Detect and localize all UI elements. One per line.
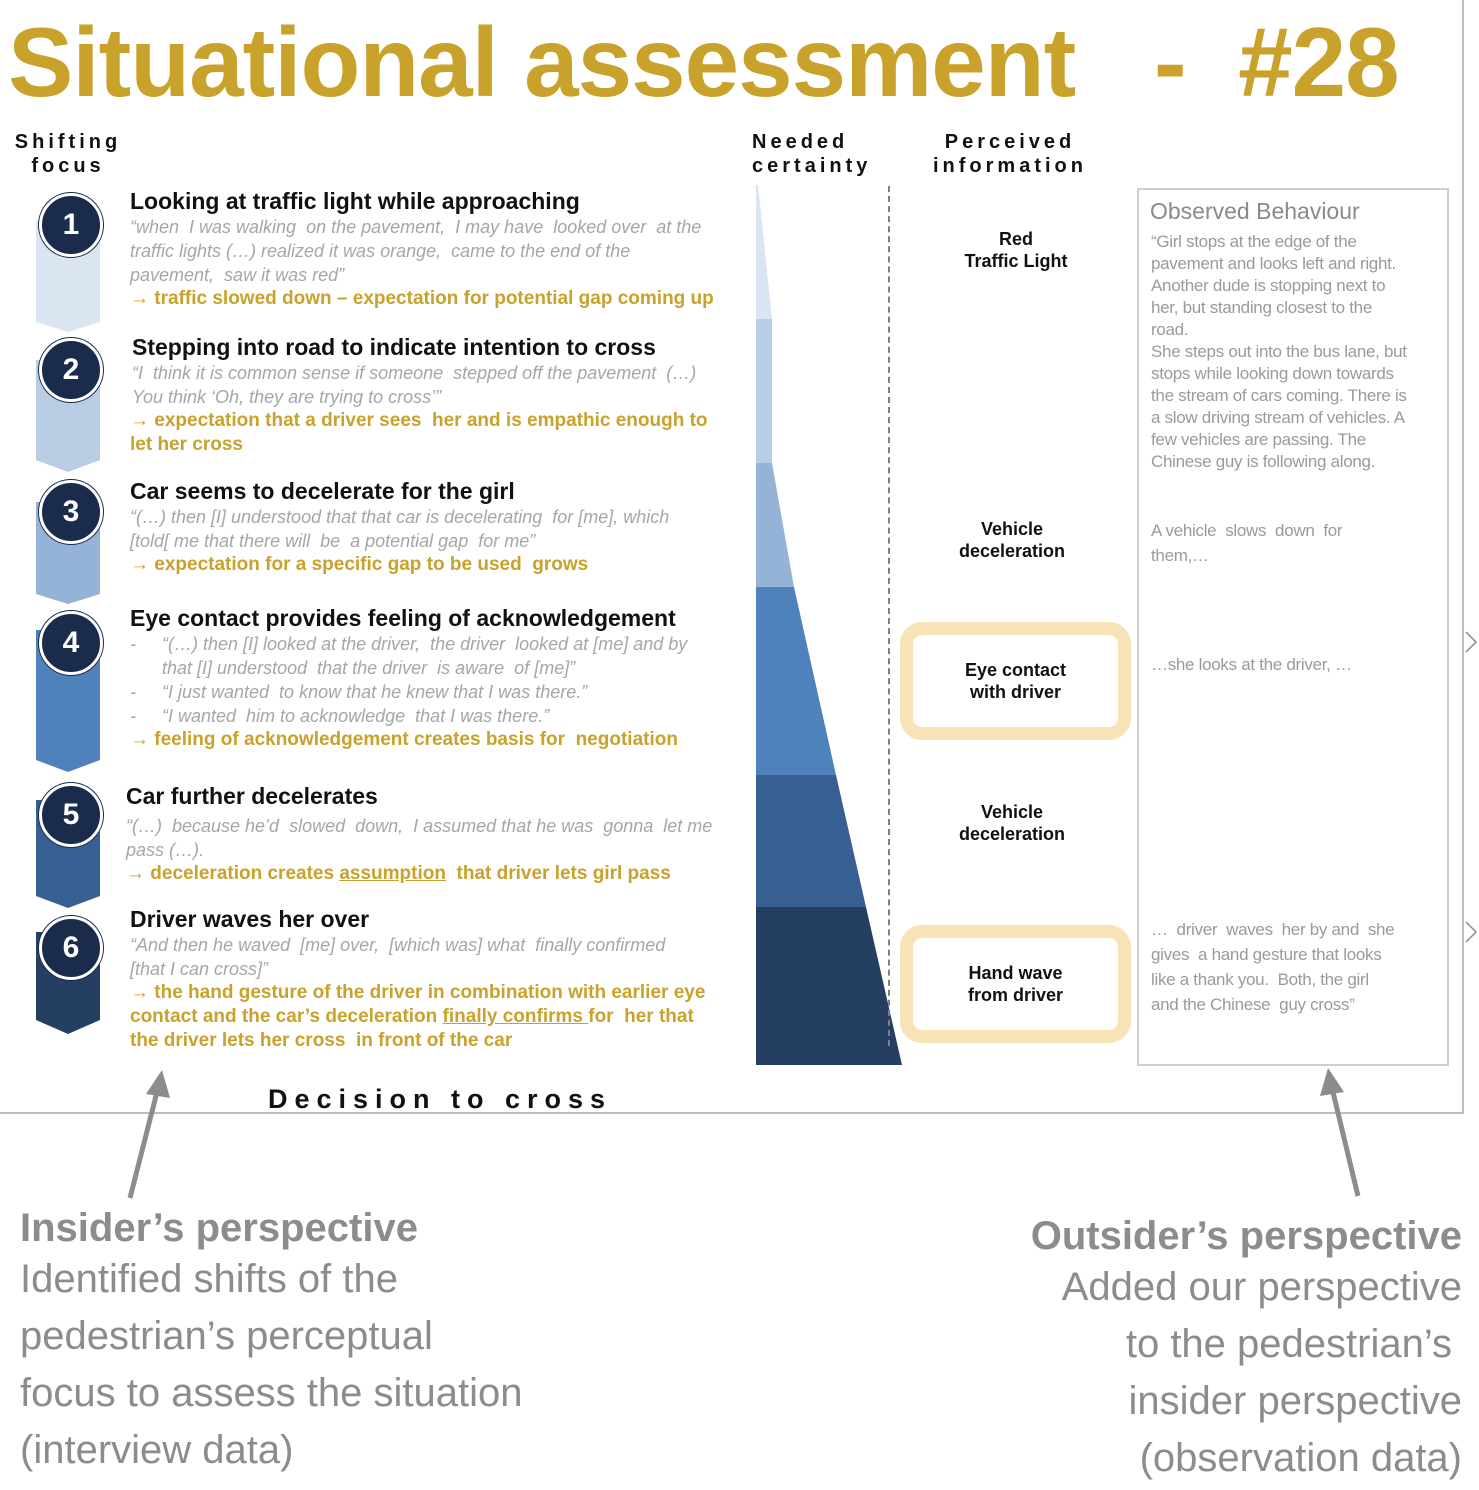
chevron-right-icon (1466, 632, 1476, 652)
perceived-hand-wave-highlight (900, 925, 1131, 1043)
step-6-title: Driver waves her over (130, 906, 370, 932)
step-2-title: Stepping into road to indicate intention to cross (132, 334, 656, 360)
step-4 (130, 605, 750, 752)
quote-line: “I think it is common sense if someone stepped off the pavement (…) (132, 363, 697, 383)
insider-perspective (20, 1206, 620, 1479)
observed-paragraph-1 (1151, 231, 1443, 473)
observed-line: them,… (1151, 546, 1209, 565)
observed-line: the stream of cars coming. There is (1151, 386, 1407, 405)
insight-part: → deceleration creates (126, 863, 340, 884)
insight-line: the driver lets her cross in front of the car (130, 1030, 513, 1051)
certainty-segment-3 (756, 463, 794, 587)
observed-line: few vehicles are passing. The (1151, 430, 1366, 449)
perceived-red-traffic-light (936, 228, 1096, 272)
observed-paragraph-4 (1151, 917, 1443, 1017)
perceived-line: Red (998, 229, 1033, 249)
observed-line: A vehicle slows down for (1151, 521, 1343, 540)
quote-line: “when I was walking on the pavement, I may have looked over at the (130, 217, 702, 237)
quote-line: [told[ me that there will be a potential gap for me” (130, 531, 536, 551)
quote-line: pavement, saw it was red” (130, 265, 345, 285)
needed-certainty-header-line2: certainty (752, 155, 872, 177)
insight-line: → the hand gesture of the driver in combination with earlier eye (130, 982, 706, 1003)
observed-line: like a thank you. Both, the girl (1151, 970, 1369, 989)
step-3-insight: → expectation for a specific gap to be used grows (130, 554, 589, 575)
observed-line: Another dude is stopping next to (1151, 276, 1386, 295)
perceived-line: Vehicle (980, 519, 1044, 539)
step-2 (132, 334, 752, 457)
perceived-line: Traffic Light (964, 251, 1068, 271)
step-6-insight (130, 981, 750, 1053)
observed-behaviour-title: Observed Behaviour (1150, 198, 1360, 224)
perceived-line: with driver (969, 682, 1061, 702)
step-1-title: Looking at traffic light while approaching (130, 188, 580, 214)
observed-line: She steps out into the bus lane, but (1151, 342, 1407, 361)
column-divider (888, 186, 890, 1046)
quote-line: [that I can cross]” (130, 959, 269, 979)
step-1 (130, 188, 750, 311)
decision-to-cross-label: Decision to cross (268, 1084, 613, 1114)
certainty-segment-4 (756, 587, 836, 775)
bullet-dash: - (130, 634, 136, 654)
perceived-hand-wave (968, 962, 1063, 1006)
observed-line: “Girl stops at the edge of the (1151, 232, 1357, 251)
shifting-focus-header-line1: Shifting (14, 131, 122, 153)
shifting-focus-header (10, 130, 126, 178)
perceived-information-header (920, 130, 1100, 178)
observed-line: a slow driving stream of vehicles. A (1151, 408, 1405, 427)
outsider-perspective (940, 1214, 1462, 1487)
insight-part: contact and the car’s deceleration (130, 1006, 443, 1027)
step-4-bullets (130, 632, 750, 728)
step-5 (126, 783, 750, 886)
observed-paragraph-2 (1151, 518, 1443, 568)
bullet-dash: - (130, 682, 136, 702)
bullet-continuation (130, 656, 750, 680)
step-3-quote (130, 505, 750, 553)
observed-line: her, but standing closest to the (1151, 298, 1372, 317)
observed-paragraph-3: …she looks at the driver, … (1151, 655, 1352, 674)
certainty-segment-2 (756, 319, 772, 463)
right-edge-markers (1464, 630, 1478, 950)
insight-underlined: finally confirms (442, 1006, 589, 1027)
step-4-number: 4 (39, 611, 103, 675)
bullet-item (130, 632, 750, 656)
insight-part: for her that (588, 1006, 694, 1027)
insight-line (130, 1005, 750, 1029)
perceived-eye-contact (965, 659, 1066, 703)
perceived-line: Vehicle (980, 802, 1044, 822)
bullet-text: that [I] understood that the driver is aware of [me]” (162, 658, 576, 678)
quote-line: traffic lights (…) realized it was orange, came to the end of the (130, 241, 631, 261)
bullet-item (130, 704, 750, 728)
outsider-line: (observation data) (1139, 1436, 1462, 1480)
step-4-title: Eye contact provides feeling of acknowledgement (130, 605, 676, 631)
needed-certainty-header (752, 130, 888, 178)
pointer-arrows (0, 1060, 1479, 1210)
bullet-text: “(…) then [I] looked at the driver, the driver looked at [me] and by (162, 634, 688, 654)
step-6-number: 6 (39, 916, 103, 980)
outsider-line: Added our perspective (1061, 1265, 1462, 1309)
step-2-quote (132, 361, 752, 409)
outsider-perspective-title: Outsider’s perspective (1030, 1214, 1462, 1258)
bullet-item (130, 680, 750, 704)
perceived-line: Eye contact (964, 660, 1067, 680)
perceived-line: deceleration (958, 541, 1066, 561)
step-3-title: Car seems to decelerate for the girl (130, 478, 515, 504)
insider-perspective-title: Insider’s perspective (20, 1206, 418, 1250)
outsider-line: to the pedestrian’s (1125, 1322, 1452, 1366)
insider-line: Identified shifts of the (20, 1257, 399, 1301)
needed-certainty-wedge (756, 185, 906, 1067)
insider-arrow-icon (130, 1070, 170, 1198)
slide-title: Situational assessment - #28 (8, 7, 1399, 117)
observed-line: pavement and looks left and right. (1151, 254, 1396, 273)
observed-line: road. (1151, 320, 1189, 339)
insight-line: → expectation that a driver sees her and is empathic enough to (130, 410, 708, 431)
step-6 (130, 906, 750, 1053)
step-4-insight: → feeling of acknowledgement creates basis for negotiation (130, 729, 678, 750)
perceived-line: Hand wave (968, 963, 1063, 983)
insight-underlined: assumption (339, 863, 446, 884)
certainty-segment-5 (756, 775, 866, 907)
step-5-insight (126, 862, 750, 886)
perceived-line: from driver (967, 985, 1064, 1005)
step-5-title: Car further decelerates (126, 783, 378, 809)
observed-line: Chinese guy is following along. (1151, 452, 1376, 471)
step-2-number: 2 (39, 338, 103, 402)
quote-line: “(…) then [I] understood that that car is decelerating for [me], which (130, 507, 670, 527)
step-5-quote (126, 814, 750, 862)
needed-certainty-header-line1: Needed (752, 131, 849, 153)
perceived-information-header-line1: Perceived (944, 131, 1076, 153)
step-1-insight: → traffic slowed down – expectation for potential gap coming up (130, 288, 714, 309)
observed-line: gives a hand gesture that looks (1151, 945, 1382, 964)
quote-line: “(…) because he’d slowed down, I assumed that he was gonna let me (126, 816, 713, 836)
step-1-number: 1 (39, 193, 103, 257)
insight-line: let her cross (130, 434, 243, 455)
bullet-dash: - (130, 706, 136, 726)
shifting-focus-header-line2: focus (31, 155, 105, 177)
outsider-line: insider perspective (1128, 1379, 1462, 1423)
outsider-arrow-icon (1320, 1068, 1358, 1196)
chevron-right-icon (1466, 922, 1476, 942)
bullet-text: “I wanted him to acknowledge that I was there.” (162, 706, 550, 726)
step-3-number: 3 (39, 480, 103, 544)
perceived-vehicle-deceleration-2 (932, 801, 1092, 845)
certainty-segment-1 (756, 185, 772, 319)
observed-line: … driver waves her by and she (1151, 920, 1395, 939)
observed-line: stops while looking down towards (1151, 364, 1394, 383)
certainty-segment-6 (756, 907, 902, 1065)
quote-line: “And then he waved [me] over, [which was] what finally confirmed (130, 935, 666, 955)
perceived-eye-contact-highlight (900, 622, 1131, 740)
step-3 (130, 478, 750, 577)
step-1-quote (130, 215, 750, 287)
quote-line: pass (…). (126, 840, 205, 860)
perceived-information-header-line2: information (933, 155, 1087, 177)
step-2-insight (130, 409, 752, 457)
step-6-quote (130, 933, 750, 981)
quote-line: You think ‘Oh, they are trying to cross’” (132, 387, 442, 407)
perceived-vehicle-deceleration-1 (932, 518, 1092, 562)
insider-line: focus to assess the situation (20, 1371, 523, 1415)
insight-part: that driver lets girl pass (445, 863, 671, 884)
step-5-number: 5 (39, 783, 103, 847)
insider-line: pedestrian’s perceptual (20, 1314, 433, 1358)
bullet-text: “I just wanted to know that he knew that I was there.” (162, 682, 588, 702)
observed-line: and the Chinese guy cross” (1151, 995, 1355, 1014)
perceived-line: deceleration (958, 824, 1066, 844)
insider-line: (interview data) (20, 1428, 294, 1472)
